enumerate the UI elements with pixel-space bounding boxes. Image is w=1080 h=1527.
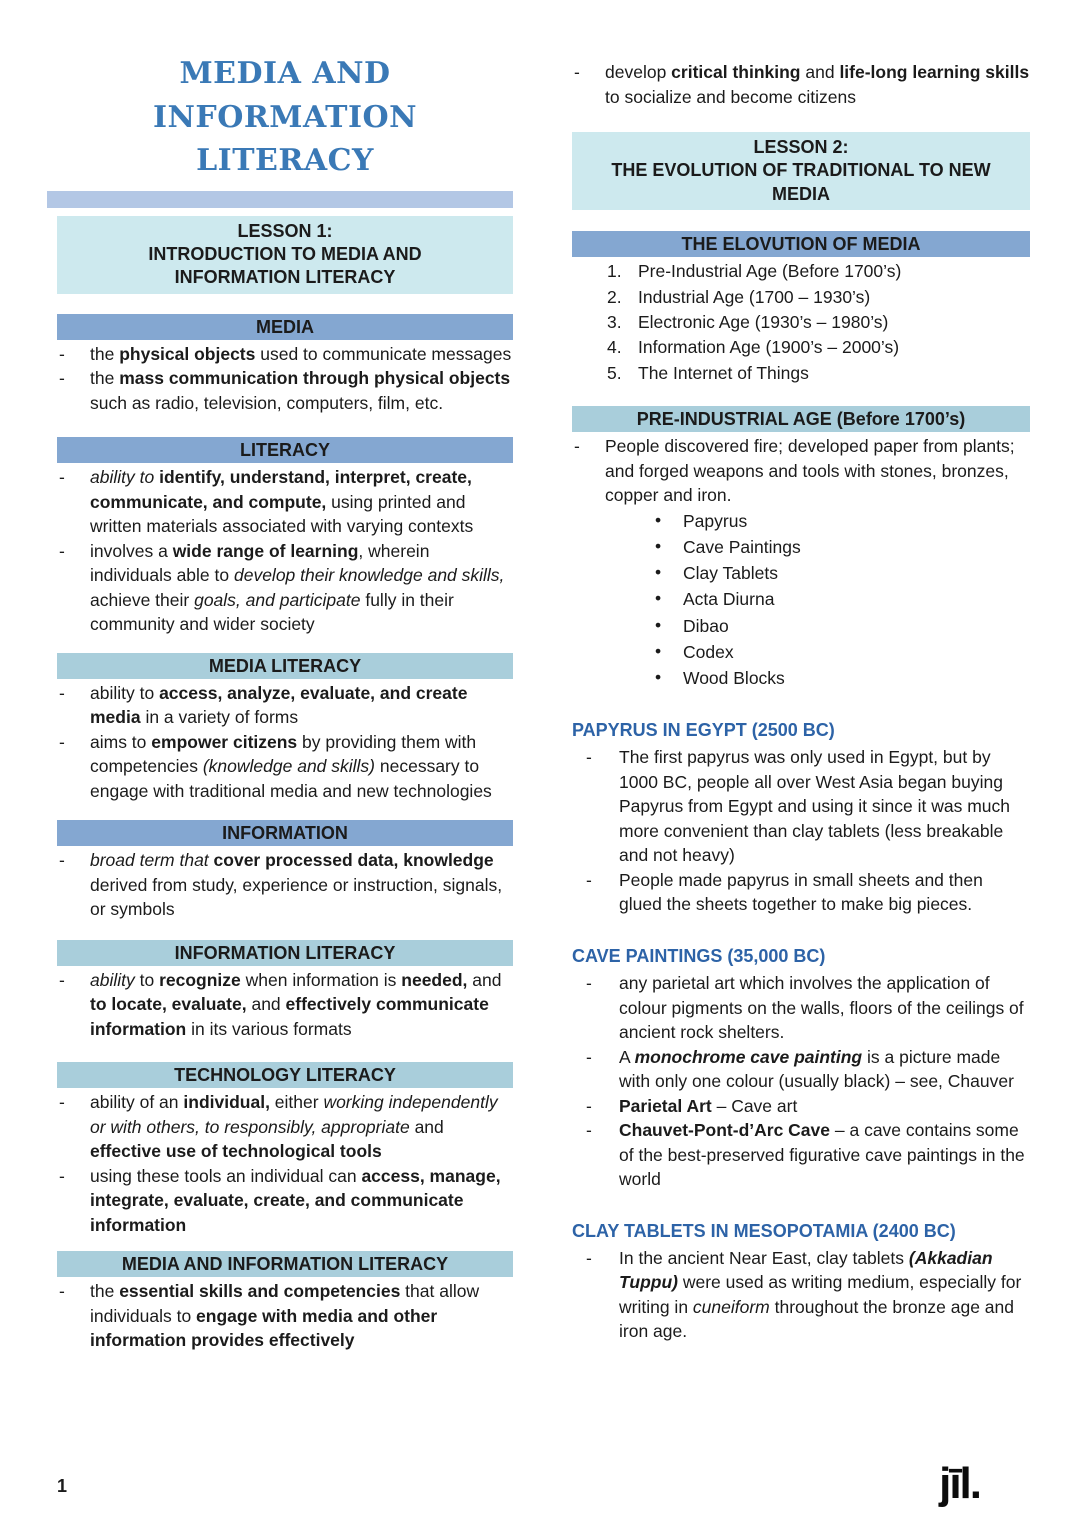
section-bullets (57, 465, 513, 637)
dash-bullet-marker: - (586, 1247, 592, 1268)
bullet-item (572, 434, 1030, 508)
lesson1-box-line: INTRODUCTION TO MEDIA AND (148, 243, 422, 264)
dash-bullet-marker: - (59, 969, 65, 990)
section-bullets (57, 1279, 513, 1353)
lesson2-box-line: THE EVOLUTION OF TRADITIONAL TO NEW (611, 160, 991, 181)
dot-bullet-marker: • (655, 614, 662, 635)
number-marker: 4. (607, 337, 622, 358)
dash-bullet-marker: - (586, 747, 592, 768)
bullet-text: A monochrome cave painting is a picture made with only one colour (usually black) – see, Chauver (619, 1046, 1014, 1092)
section-header: INFORMATION (57, 820, 513, 846)
numbered-text: Pre-Industrial Age (Before 1700’s) (638, 261, 902, 282)
bullet-item (57, 342, 513, 367)
subsection-bullets (572, 971, 1030, 1192)
dash-bullet-marker: - (586, 1120, 592, 1141)
bullet-text: aims to empower citizens by providing them with competencies (knowledge and skills) necessary to engage with traditional media and new technologies (90, 731, 492, 801)
section-bullets (57, 968, 513, 1042)
dot-list-item (572, 613, 1030, 639)
numbered-text: The Internet of Things (638, 362, 809, 383)
lesson2-box (572, 132, 1030, 210)
lesson1-box-line: INFORMATION LITERACY (174, 267, 396, 288)
title-underline-bar (47, 191, 513, 208)
numbered-item (572, 310, 1030, 335)
bullet-text: People discovered fire; developed paper from plants; and forged weapons and tools with stones, bronzes, copper and iron. (605, 436, 1015, 506)
section-header: MEDIA AND INFORMATION LITERACY (57, 1251, 513, 1277)
subsection-heading: CAVE PAINTINGS (35,000 BC) (572, 945, 826, 966)
dash-bullet-marker: - (574, 62, 580, 82)
bullet-item (572, 745, 1030, 868)
right-sections (572, 231, 1030, 1344)
dot-list-item (572, 508, 1030, 534)
section-header: LITERACY (57, 437, 513, 463)
lesson1-box (57, 216, 513, 294)
section-bullets (57, 848, 513, 922)
bullet-item (57, 1090, 513, 1164)
bullet-item (57, 848, 513, 922)
numbered-item (572, 335, 1030, 360)
dot-item-text: Acta Diurna (683, 589, 775, 610)
number-marker: 1. (607, 261, 622, 282)
bullet-text: The first papyrus was only used in Egypt, but by 1000 BC, people all over West Asia began buying Papyrus from Egypt and using it since it was much more convenient than clay tablets (less breakable and not heavy) (619, 747, 1011, 866)
bullet-item (57, 730, 513, 804)
bullet-item (57, 465, 513, 539)
bullet-item (572, 868, 1030, 917)
dot-bullet-marker: • (655, 509, 662, 530)
bullet-item (57, 1279, 513, 1353)
dash-bullet-marker: - (586, 973, 592, 994)
subsection-heading: PAPYRUS IN EGYPT (2500 BC) (572, 720, 835, 741)
dot-bullet-marker: • (655, 667, 662, 688)
section-header: INFORMATION LITERACY (57, 940, 513, 966)
dash-bullet-marker: - (59, 343, 65, 364)
bullet-item (57, 539, 513, 637)
number-marker: 5. (607, 362, 622, 383)
jil-logo: jīl. (939, 1459, 980, 1509)
subsection-bullets (572, 745, 1030, 917)
dash-bullet-marker: - (59, 850, 65, 871)
dot-item-text: Dibao (683, 615, 729, 636)
dot-list-item (572, 560, 1030, 586)
dash-bullet-marker: - (59, 731, 65, 752)
evolution-numbered-list (572, 259, 1030, 386)
bullet-text: any parietal art which involves the application of colour pigments on the walls, floors of the ceilings of ancient rock shelters. (619, 973, 1024, 1043)
dot-bullet-marker: • (655, 640, 662, 661)
bullet-text: the physical objects used to communicate messages (90, 343, 512, 364)
section-header: MEDIA (57, 314, 513, 340)
numbered-item (572, 285, 1030, 310)
dash-bullet-marker: - (59, 467, 65, 488)
bullet-text: using these tools an individual can access, manage, integrate, evaluate, create, and communicate information (90, 1165, 501, 1235)
section-header: TECHNOLOGY LITERACY (57, 1062, 513, 1088)
left-sections (57, 314, 513, 1353)
dot-item-text: Wood Blocks (683, 668, 785, 689)
section-bullets (57, 342, 513, 416)
dash-bullet-marker: - (59, 682, 65, 703)
dot-list-item (572, 534, 1030, 560)
bullet-text: the mass communication through physical objects such as radio, television, computers, film, etc. (90, 368, 511, 413)
dot-list-item (572, 586, 1030, 612)
bullet-text: People made papyrus in small sheets and then glued the sheets together to make big pieces. (619, 869, 983, 915)
bullet-text: ability to access, analyze, evaluate, and create media in a variety of forms (90, 682, 468, 728)
bullet-item (572, 60, 1030, 109)
numbered-text: Information Age (1900’s – 2000’s) (638, 337, 900, 358)
dot-item-text: Papyrus (683, 510, 748, 531)
bullet-text: ability to recognize when information is needed, and to locate, evaluate, and effectively communicate information in its various formats (90, 969, 502, 1039)
bullet-text: broad term that cover processed data, knowledge derived from study, experience or instruction, signals, or symbols (90, 850, 503, 920)
left-column (57, 0, 513, 1353)
section-header: PRE-INDUSTRIAL AGE (Before 1700’s) (572, 406, 1030, 432)
numbered-item (572, 361, 1030, 386)
bullet-item (57, 366, 513, 415)
lesson1-box-line: LESSON 1: (237, 220, 333, 241)
intro-bullets (572, 60, 1030, 109)
dot-list-item (572, 665, 1030, 691)
dot-item-text: Codex (683, 641, 734, 662)
bullet-item (572, 1094, 1030, 1119)
dot-bullet-marker: • (655, 535, 662, 556)
dash-bullet-marker: - (59, 1281, 65, 1302)
page-title-line2: LITERACY (196, 143, 374, 178)
bullet-text: ability to identify, understand, interpret, create, communicate, and compute, using printed and written materials associated with varying contexts (90, 467, 474, 537)
bullet-text: the essential skills and competencies that allow individuals to engage with media and other information provides effectively (90, 1281, 480, 1351)
bullet-text: develop critical thinking and life-long learning skills to socialize and become citizens (605, 62, 1030, 107)
dash-bullet-marker: - (586, 869, 592, 890)
dash-bullet-marker: - (586, 1095, 592, 1116)
bullet-text: Parietal Art – Cave art (619, 1095, 798, 1116)
dash-bullet-marker: - (59, 368, 65, 389)
section-header: THE ELOVUTION OF MEDIA (572, 231, 1030, 257)
bullet-text: involves a wide range of learning, wherein individuals able to develop their knowledge and skills, achieve their goals, and participate fully in their community and wider society (90, 540, 505, 635)
lesson2-box-line: MEDIA (772, 183, 830, 204)
dash-bullet-marker: - (574, 436, 580, 457)
dash-bullet-marker: - (59, 540, 65, 561)
bullet-item (57, 968, 513, 1042)
dot-bullet-marker: • (655, 562, 662, 583)
dot-item-text: Clay Tablets (683, 563, 779, 584)
bullet-item (572, 1246, 1030, 1344)
page-number: 1 (57, 1475, 68, 1496)
right-column (572, 0, 1030, 1344)
bullet-item (572, 1118, 1030, 1192)
numbered-text: Electronic Age (1930’s – 1980’s) (638, 311, 889, 332)
section-bullets (57, 1090, 513, 1237)
lesson2-box-line: LESSON 2: (753, 137, 849, 157)
dot-list-item (572, 639, 1030, 665)
numbered-text: Industrial Age (1700 – 1930’s) (638, 286, 871, 307)
bullet-item (572, 1045, 1030, 1094)
numbered-item (572, 259, 1030, 284)
subsection-heading: CLAY TABLETS IN MESOPOTAMIA (2400 BC) (572, 1220, 956, 1241)
section-bullets (572, 434, 1030, 691)
number-marker: 3. (607, 311, 622, 332)
bullet-item (57, 681, 513, 730)
bullet-text: Chauvet-Pont-d’Arc Cave – a cave contains some of the best-preserved figurative cave paintings in the world (619, 1120, 1025, 1190)
bullet-item (572, 971, 1030, 1045)
dash-bullet-marker: - (59, 1092, 65, 1113)
dash-bullet-marker: - (586, 1046, 592, 1067)
page-title-line1: MEDIA AND INFORMATION (152, 56, 418, 135)
subsection-bullets (572, 1246, 1030, 1344)
bullet-text: In the ancient Near East, clay tablets (Akkadian Tuppu) were used as writing medium, especially for writing in cuneiform throughout the bronze age and iron age. (619, 1247, 1022, 1342)
dot-item-text: Cave Paintings (683, 536, 801, 557)
section-bullets (57, 681, 513, 804)
page-title (57, 52, 513, 183)
dot-bullet-marker: • (655, 588, 662, 609)
section-header: MEDIA LITERACY (57, 653, 513, 679)
bullet-text: ability of an individual, either working independently or with others, to responsibly, appropriate and effective use of technological tools (90, 1092, 498, 1162)
number-marker: 2. (607, 286, 622, 307)
bullet-item (57, 1164, 513, 1238)
dash-bullet-marker: - (59, 1165, 65, 1186)
